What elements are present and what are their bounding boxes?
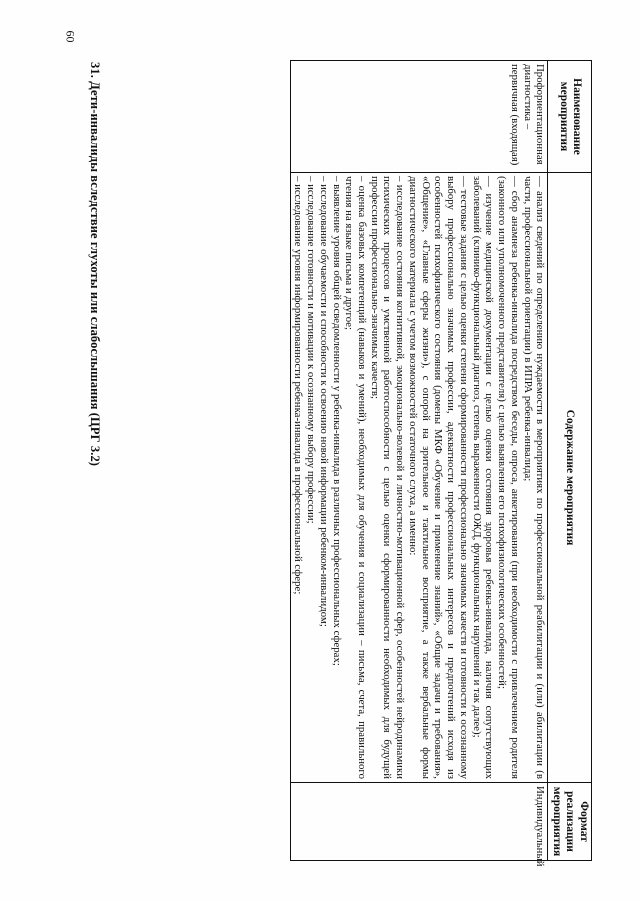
measures-table-wrap [290,60,592,867]
content-subitem: – оценка базовых компетенций (навыков и умений), необходимых для обучения и социализации – письма, счета, правильного чтения на языке письма и другое; [343,176,369,779]
content-item: — тестовые задания с целью оценки степени сформированности профессионально значимых качеств и готовности к осознанному выбору профессионально значимых профессии, адекватности профессиональных интересов и предпочтений исходя из особенностей психофизического состояния (домены МКФ «Обучение и применение знаний», «Общие задачи и требования», «Общение», «Главные сферы жизни»), с опорой на зрительное и тактильное восприятие, а также вербальные формы диагностического материала с учетом возможностей остаточного слуха, а именно: [406,176,470,779]
table-row [290,61,548,861]
content-item: — анализ сведений по определению нуждаемости в мероприятиях по профессиональной реабилитации и (или) абилитации (в части, профессиональной ориентации) в ИПРА ребенка-инвалида; [521,176,547,779]
measures-table [290,60,592,867]
header-content: Содержание мероприятия [548,173,592,783]
page-number-text: 60 [63,30,78,42]
measure-name: Профориентационная диагностика – первичная (входящая) [290,61,548,173]
measure-content [290,173,548,783]
content-subitem: – исследование уровня информированности ребенка-инвалида в профессиональной сфере; [292,176,305,595]
table-header-row [548,61,592,861]
measure-format: Индивидуальный [290,783,548,861]
content-subitem: – выявление уровня общей осведомленности у ребенка-инвалида в различных профессиональных сферах; [330,176,343,666]
content-subitem: – исследование готовности и мотивации к осознанному выбору профессии; [305,176,318,524]
content-item: — изучение медицинской документации с целью оценки состояния здоровья ребенка-инвалида, наличия сопутствующих заболеваний (клинико-функциональный диагноз, степень выраженности ОЖД, функциональных нарушений и так далее); [470,176,496,779]
content-item: — сбор анамнеза ребенка-инвалида посредством беседы, опроса, анкетирования (при необходимости с привлечением родителя (законного или уполномоченного представителя) с целью выявления его психофизиологических особенностей; [496,176,521,779]
header-name: Наименование мероприятия [548,61,592,173]
section-title: 31. Дети-инвалиды вследствие глухоты или слабослышания (ЦРГ 3.2) [88,62,102,467]
content-subitem: – исследование обучаемости и способности к освоению новой информации ребенком-инвалидом; [317,176,330,627]
header-format: Формат реализации мероприятия [548,783,592,861]
content-subitem: – исследование состояния когнитивной, эмоционально-волевой и личностно-мотивационной сфер, особенностей нейродинамики психических процессов и умственной работоспособности с целью оценки сформированности необходимых для будущей профессии профессионально-значимых качеств; [368,176,407,779]
